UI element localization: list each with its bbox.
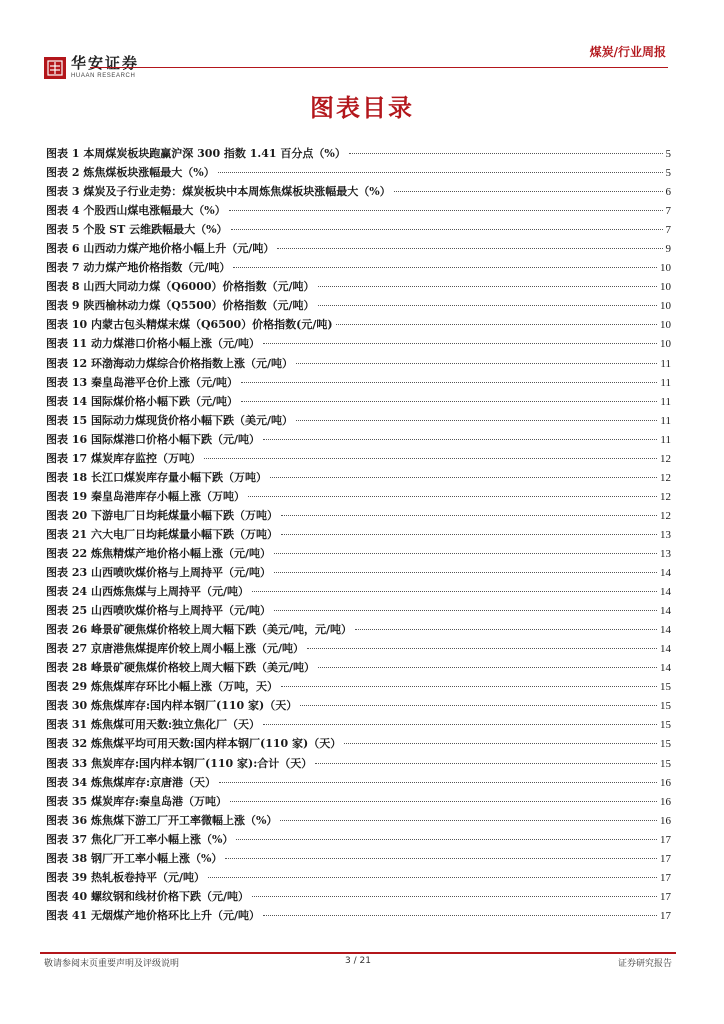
toc-dot-leader [274, 572, 657, 573]
toc-entry[interactable] [46, 830, 671, 849]
toc-dot-leader [248, 496, 657, 497]
toc-dot-leader [349, 153, 663, 154]
toc-dot-leader [225, 858, 657, 859]
toc-entry[interactable] [46, 677, 671, 696]
toc-entry[interactable] [46, 144, 671, 163]
toc-entry[interactable] [46, 639, 671, 658]
toc-entry-page: 14 [660, 643, 671, 656]
toc-dot-leader [208, 877, 657, 878]
toc-entry-label: 图表 9 陕西榆林动力煤（Q5500）价格指数（元/吨） [46, 299, 315, 313]
toc-dot-leader [241, 382, 657, 383]
toc-entry-page: 16 [660, 776, 671, 789]
toc-dot-leader [252, 896, 657, 897]
toc-dot-leader [241, 401, 657, 402]
toc-entry[interactable] [46, 734, 671, 753]
toc-entry-label: 图表 27 京唐港焦煤提库价较上周小幅上涨（元/吨） [46, 642, 304, 656]
toc-dot-leader [318, 305, 657, 306]
page-number: 3 / 21 [345, 956, 371, 966]
toc-entry-page: 12 [660, 490, 671, 503]
toc-entry-label: 图表 24 山西炼焦煤与上周持平（元/吨） [46, 585, 249, 599]
toc-entry-page: 17 [660, 833, 671, 846]
toc-entry-label: 图表 7 动力煤产地价格指数（元/吨） [46, 261, 231, 275]
toc-entry-label: 图表 41 无烟煤产地价格环比上升（元/吨） [46, 908, 260, 922]
toc-entry-page: 16 [660, 814, 671, 827]
toc-entry-page: 11 [660, 357, 671, 370]
toc-entry-page: 14 [660, 605, 671, 618]
toc-entry[interactable] [46, 754, 671, 773]
toc-dot-leader [218, 172, 663, 173]
toc-entry-label: 图表 39 热轧板卷持平（元/吨） [46, 870, 205, 884]
toc-entry-label: 图表 8 山西大同动力煤（Q6000）价格指数（元/吨） [46, 280, 315, 294]
toc-entry-label: 图表 36 炼焦煤下游工厂开工率微幅上涨（%） [46, 813, 278, 827]
toc-dot-leader [318, 667, 657, 668]
toc-entry-label: 图表 16 国际煤港口价格小幅下跌（元/吨） [46, 432, 260, 446]
toc-dot-leader [231, 229, 663, 230]
toc-entry[interactable] [46, 373, 671, 392]
toc-entry[interactable] [46, 849, 671, 868]
toc-entry-page: 7 [665, 205, 671, 218]
toc-dot-leader [296, 420, 657, 421]
toc-entry-page: 10 [660, 338, 671, 351]
toc-entry-label: 图表 30 炼焦煤库存:国内样本钢厂(110 家)（天） [46, 699, 298, 713]
toc-entry[interactable] [46, 715, 671, 734]
toc-entry-page: 11 [660, 395, 671, 408]
footer-disclaimer: 敬请参阅末页重要声明及评级说明 [44, 959, 180, 969]
toc-entry-page: 10 [660, 281, 671, 294]
toc-dot-leader [318, 286, 657, 287]
toc-entry[interactable] [46, 239, 671, 258]
toc-entry-label: 图表 18 长江口煤炭库存量小幅下跌（万吨） [46, 470, 267, 484]
toc-dot-leader [229, 210, 663, 211]
toc-entry-page: 15 [660, 757, 671, 770]
toc-dot-leader [296, 363, 657, 364]
toc-entry[interactable] [46, 868, 671, 887]
toc-entry-page: 14 [660, 624, 671, 637]
toc-entry-label: 图表 23 山西喷吹煤价格与上周持平（元/吨） [46, 566, 271, 580]
toc-entry-page: 14 [660, 662, 671, 675]
toc-entry-page: 16 [660, 795, 671, 808]
toc-dot-leader [281, 534, 657, 535]
toc-entry-label: 图表 35 煤炭库存:秦皇岛港（万吨） [46, 794, 228, 808]
toc-entry-label: 图表 33 焦炭库存:国内样本钢厂(110 家):合计（天） [46, 756, 313, 770]
toc-entry-label: 图表 2 炼焦煤板块涨幅最大（%） [46, 166, 215, 180]
toc-entry-label: 图表 10 内蒙古包头精煤末煤（Q6500）价格指数(元/吨) [46, 318, 333, 332]
toc-entry-page: 9 [665, 243, 671, 256]
toc-entry-page: 17 [660, 909, 671, 922]
toc-dot-leader [344, 743, 657, 744]
toc-entry-page: 6 [665, 186, 671, 199]
page-header [0, 0, 724, 80]
toc-dot-leader [204, 458, 657, 459]
toc-entry[interactable] [46, 163, 671, 182]
toc-entry[interactable] [46, 811, 671, 830]
toc-entry-label: 图表 34 炼焦煤库存:京唐港（天） [46, 775, 217, 789]
toc-entry[interactable] [46, 277, 671, 296]
toc-entry-label: 图表 25 山西喷吹煤价格与上周持平（元/吨） [46, 604, 271, 618]
toc-dot-leader [274, 610, 657, 611]
toc-entry[interactable] [46, 506, 671, 525]
toc-entry-page: 5 [665, 148, 671, 160]
toc-entry-page: 12 [660, 471, 671, 484]
toc-entry-page: 10 [660, 319, 671, 332]
toc-dot-leader [280, 820, 657, 821]
toc-entry-page: 11 [660, 414, 671, 427]
toc-entry-label: 图表 29 炼焦煤库存环比小幅上涨（万吨，天） [46, 680, 278, 694]
toc-entry[interactable] [46, 201, 671, 220]
toc-entry-page: 13 [660, 528, 671, 541]
toc-entry[interactable] [46, 430, 671, 449]
toc-entry[interactable] [46, 544, 671, 563]
toc-dot-leader [300, 705, 657, 706]
toc-entry[interactable] [46, 468, 671, 487]
header-divider [90, 67, 668, 68]
footer-divider [40, 952, 676, 954]
toc-entry-label: 图表 37 焦化厂开工率小幅上涨（%） [46, 832, 234, 846]
toc-entry-label: 图表 19 秦皇岛港库存小幅上涨（万吨） [46, 489, 245, 503]
toc-entry-label: 图表 17 煤炭库存监控（万吨） [46, 451, 201, 465]
toc-dot-leader [307, 648, 657, 649]
toc-entry-label: 图表 13 秦皇岛港平仓价上涨（元/吨） [46, 375, 238, 389]
toc-dot-leader [355, 629, 657, 630]
toc-dot-leader [315, 763, 657, 764]
toc-dot-leader [263, 343, 657, 344]
toc-entry[interactable] [46, 887, 671, 906]
logo-english-name: HUAAN RESEARCH [71, 73, 136, 79]
toc-dot-leader [230, 801, 657, 802]
toc-entry[interactable] [46, 182, 671, 201]
toc-dot-leader [252, 591, 657, 592]
toc-entry[interactable] [46, 334, 671, 353]
toc-entry-page: 15 [660, 700, 671, 713]
toc-entry-label: 图表 6 山西动力煤产地价格小幅上升（元/吨） [46, 242, 275, 256]
toc-entry-page: 11 [660, 376, 671, 389]
toc-entry-page: 14 [660, 567, 671, 580]
toc-dot-leader [270, 477, 657, 478]
toc-entry[interactable] [46, 696, 671, 715]
toc-entry-page: 17 [660, 871, 671, 884]
toc-entry[interactable] [46, 525, 671, 544]
toc-dot-leader [263, 915, 657, 916]
toc-dot-leader [219, 782, 657, 783]
toc-entry-page: 14 [660, 586, 671, 599]
toc-dot-leader [281, 686, 657, 687]
toc-entry-page: 15 [660, 738, 671, 751]
toc-dot-leader [263, 439, 657, 440]
toc-entry-label: 图表 38 钢厂开工率小幅上涨（%） [46, 851, 223, 865]
toc-entry-label: 图表 11 动力煤港口价格小幅上涨（元/吨） [46, 337, 260, 351]
toc-entry[interactable] [46, 411, 671, 430]
toc-entry-page: 10 [660, 262, 671, 275]
toc-entry-label: 图表 12 环渤海动力煤综合价格指数上涨（元/吨） [46, 356, 293, 370]
toc-entry-label: 图表 15 国际动力煤现货价格小幅下跌（美元/吨） [46, 413, 293, 427]
toc-dot-leader [277, 248, 662, 249]
toc-entry[interactable] [46, 906, 671, 925]
toc-entry-label: 图表 28 峰景矿硬焦煤价格较上周大幅下跌（美元/吨） [46, 661, 315, 675]
report-type: 煤炭/行业周报 [589, 45, 666, 59]
toc-dot-leader [336, 324, 657, 325]
toc-title: 图表目录 [310, 94, 414, 122]
toc-entry-page: 12 [660, 452, 671, 465]
toc-entry-label: 图表 5 个股 ST 云维跌幅最大（%） [46, 223, 228, 237]
toc-entry-label: 图表 3 煤炭及子行业走势：煤炭板块中本周炼焦煤板块涨幅最大（%） [46, 185, 391, 199]
toc-entry-label: 图表 40 螺纹钢和线材价格下跌（元/吨） [46, 889, 249, 903]
toc-entry[interactable] [46, 792, 671, 811]
toc-entry-page: 7 [665, 224, 671, 237]
toc-entry-label: 图表 21 六大电厂日均耗煤量小幅下跌（万吨） [46, 527, 278, 541]
toc-entry[interactable] [46, 582, 671, 601]
toc-entry[interactable] [46, 620, 671, 639]
toc-entry[interactable] [46, 258, 671, 277]
toc-dot-leader [236, 839, 657, 840]
toc-entry[interactable] [46, 296, 671, 315]
toc-entry-page: 15 [660, 719, 671, 732]
toc-entry-label: 图表 26 峰景矿硬焦煤价格较上周大幅下跌（美元/吨，元/吨） [46, 623, 353, 637]
toc-entry-label: 图表 1 本周煤炭板块跑赢沪深 300 指数 1.41 百分点（%） [46, 147, 346, 160]
logo-seal-icon [44, 57, 66, 79]
logo-chinese-name: 华安证券 [71, 54, 140, 72]
toc-entry[interactable] [46, 449, 671, 468]
toc-entry-page: 17 [660, 852, 671, 865]
toc-entry-page: 5 [665, 167, 671, 180]
toc-dot-leader [263, 724, 657, 725]
toc-entry-page: 10 [660, 300, 671, 313]
toc-entry-label: 图表 31 炼焦煤可用天数:独立焦化厂（天） [46, 718, 261, 732]
toc-dot-leader [274, 553, 657, 554]
toc-entry[interactable] [46, 315, 671, 334]
toc-entry-label: 图表 32 炼焦煤平均可用天数:国内样本钢厂(110 家)（天） [46, 737, 342, 751]
toc-entry[interactable] [46, 601, 671, 620]
toc-list [46, 144, 671, 925]
toc-dot-leader [233, 267, 657, 268]
toc-entry[interactable] [46, 563, 671, 582]
toc-entry-page: 17 [660, 890, 671, 903]
toc-entry-page: 12 [660, 509, 671, 522]
toc-entry[interactable] [46, 392, 671, 411]
toc-entry-page: 11 [660, 433, 671, 446]
toc-dot-leader [394, 191, 663, 192]
footer-report-label: 证券研究报告 [617, 959, 672, 969]
toc-entry-page: 15 [660, 681, 671, 694]
toc-entry-label: 图表 4 个股西山煤电涨幅最大（%） [46, 204, 226, 218]
toc-entry-label: 图表 20 下游电厂日均耗煤量小幅下跌（万吨） [46, 508, 278, 522]
toc-entry[interactable] [46, 773, 671, 792]
toc-dot-leader [281, 515, 657, 516]
toc-entry-label: 图表 22 炼焦精煤产地价格小幅上涨（元/吨） [46, 546, 271, 560]
toc-entry-label: 图表 14 国际煤价格小幅下跌（元/吨） [46, 394, 238, 408]
toc-entry[interactable] [46, 487, 671, 506]
toc-entry[interactable] [46, 658, 671, 677]
toc-entry[interactable] [46, 354, 671, 373]
toc-entry-page: 13 [660, 547, 671, 560]
toc-entry[interactable] [46, 220, 671, 239]
